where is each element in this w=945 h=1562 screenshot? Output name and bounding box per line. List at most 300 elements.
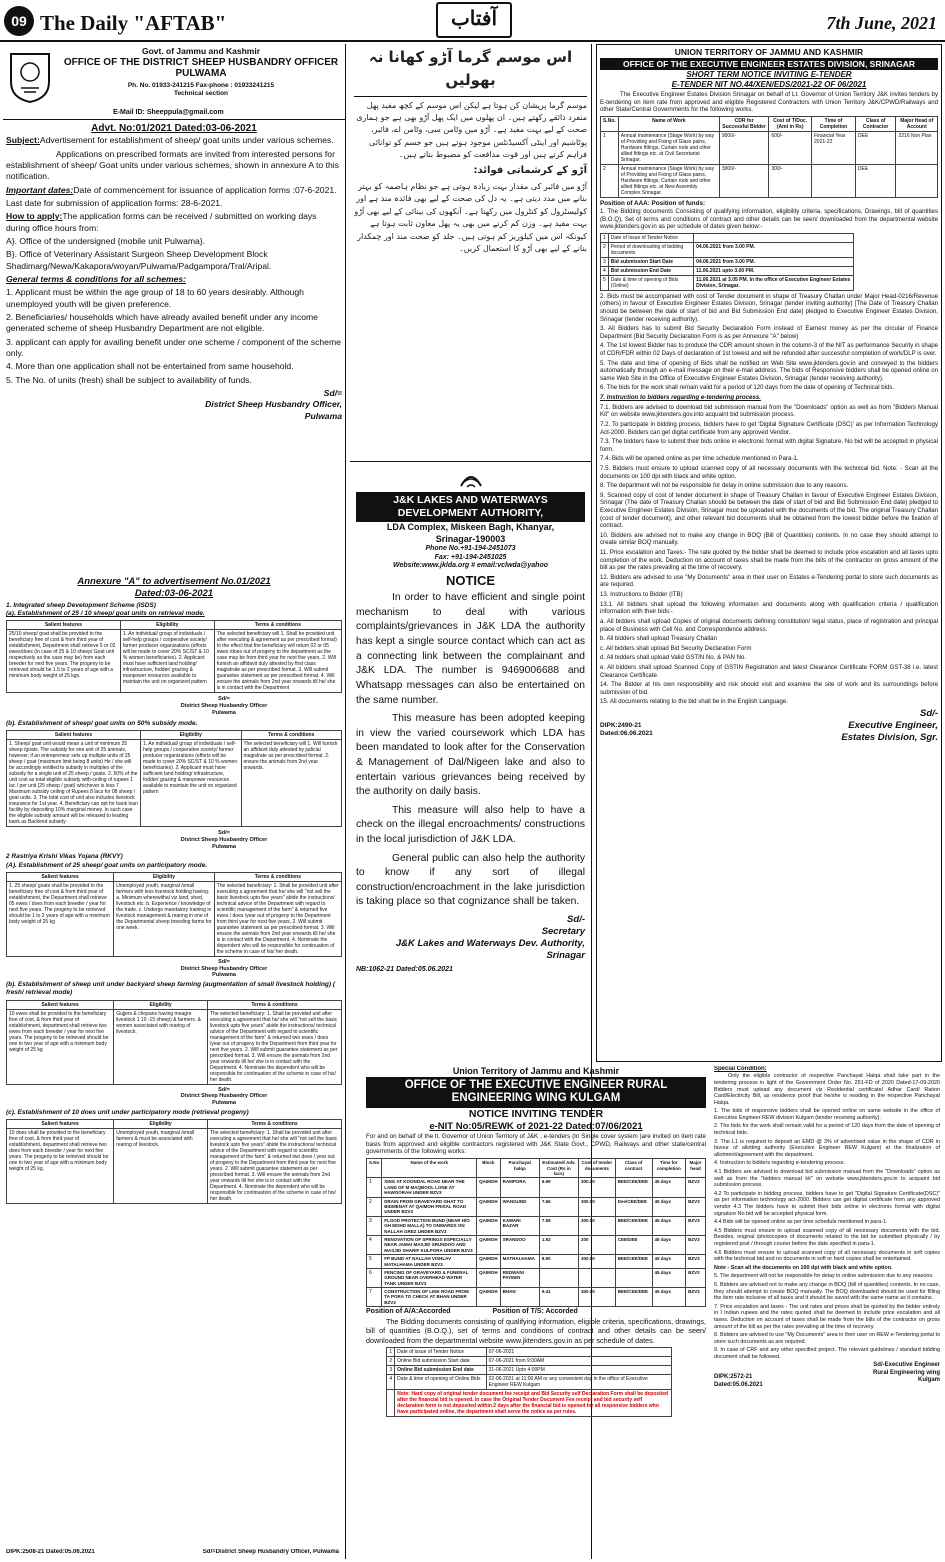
- table-cell: Period of downloading of bidding documents: [608, 242, 693, 257]
- table-cell: 300.00: [579, 1255, 616, 1269]
- clause-item: b. All bidders shall upload Treasury Challan: [600, 635, 717, 643]
- clause-item: d. All bidders shall upload Valid GSTIN No. & PAN No.: [600, 654, 747, 662]
- table-cell: 1.92: [539, 1235, 578, 1254]
- scheme-1b-heading: (b). Establishment of sheep/ goat units on 50% subsidy mode.: [6, 719, 198, 727]
- sign-sd: Sd/=: [218, 958, 230, 965]
- table-cell: Unemployed youth, marginal /small farmers & must be associated with rearing of livestock.: [114, 1129, 208, 1204]
- estates-clauses: [600, 293, 938, 706]
- rural-office: OFFICE OF THE EXECUTIVE ENGINEER RURAL ENGINEERING WING KULGAM: [366, 1077, 706, 1107]
- rural-engineering-tender: [364, 1066, 708, 1559]
- special-item: 5. The department will not be responsible for delay in online submission due to any reasons.: [714, 1273, 934, 1280]
- table-cell: 45 days: [652, 1235, 686, 1254]
- table-cell: 2: [601, 242, 609, 257]
- intro-paragraph: Applications on prescribed formats are invited from interested persons for establishment of sheep/ Goat units under various schemes, shown in annexure A to this notification.: [6, 148, 339, 182]
- table-cell: Unemployed youth, marginal /small farmers with less livestock holding having: a. Minimum wherewithal viz land, shed, livestock etc. b. Experience / knowledge of the trade. c. Undergo mandatory training in livestock management & rearing in one of the Departmental sheep breeding farms for one week.: [114, 881, 215, 956]
- table-cell: QAIMOH: [477, 1216, 501, 1235]
- terms-list: [6, 287, 342, 386]
- clause-item: 15. All documents relating to the bid shall be in the English Language.: [600, 698, 789, 706]
- table-cell: 4: [387, 1375, 395, 1390]
- col-header: Major Head of Account: [896, 117, 938, 132]
- estates-short: SHORT TERM NOTICE INVITING E-TENDER: [686, 70, 852, 80]
- special-item: 4.6 Bidders must ensure to upload scanned copy of all necessary documents in soft copies with the technical bid and no documents in soft or hard copies shall be entertained.: [714, 1249, 940, 1263]
- table-cell: REDWANI PAYEEN: [500, 1268, 539, 1287]
- clause-item: c. All bidders shall upload Bid Security Declaration Form: [600, 644, 752, 652]
- table-cell: DEE: [855, 132, 896, 165]
- table-cell: Bid submission Start Date: [608, 257, 693, 266]
- col-header: Time for completion: [652, 1159, 686, 1178]
- table-cell: 45 days: [652, 1178, 686, 1197]
- table-cell: 9.41: [539, 1288, 578, 1307]
- apply-text: The application forms can be received / submitted on working days during office hours from:: [6, 211, 317, 233]
- lda-paragraph-3: This measure will also help to have a check on the illegal encroachments/ constructions in the local jurisdiction of J&K LDA.: [356, 804, 585, 845]
- table-cell: 11.06.2021 upto 3.00 PM.: [694, 266, 853, 275]
- table-cell: BZV3: [686, 1268, 706, 1287]
- col-header: Name of Work: [618, 117, 719, 132]
- estates-nit: E-TENDER NIT NO.44/XEN/EDS/2021-22 OF 06/2021: [671, 80, 867, 90]
- signature-place: Pulwama: [304, 410, 342, 421]
- col-header: Salient features: [7, 1120, 114, 1129]
- term-item: 3. applicant can apply for availing benefit under one scheme / component of the scheme only.: [6, 336, 341, 359]
- table-cell: Financial Year 2021-22: [812, 132, 856, 165]
- special-item: 2. The bids for the work shall remain valid for a period of 120 days from the date of opening of technical bids.: [714, 1123, 940, 1137]
- dipk-number: DIPK:2508-21 Dated:05.06.2021: [6, 1549, 95, 1555]
- table-cell: 3: [387, 1366, 395, 1375]
- col-header: Time of Completion: [812, 117, 856, 132]
- annexure-date: Dated:03-06-2021: [134, 587, 214, 599]
- table-cell: [615, 1268, 652, 1287]
- table-cell: 2: [601, 165, 619, 198]
- table-cell: Online Bid submission End date: [395, 1366, 486, 1375]
- sign-title: District Sheep Husbandry Officer: [180, 1093, 268, 1100]
- issue-date: 7th June, 2021: [826, 13, 937, 33]
- clause-item: 14. The Bidder at his own responsibility and risk should visit and examine the site of work and its surroundings before submission of bid.: [600, 681, 938, 696]
- table-row: [367, 1255, 706, 1269]
- table-cell: BZV3: [686, 1178, 706, 1197]
- table-cell: 1: [387, 1348, 395, 1357]
- table-cell: QAIMOH: [477, 1288, 501, 1307]
- table-row: [367, 1268, 706, 1287]
- subject-text: Advertisement for establishment of sheep/ goat units under various schemes.: [39, 135, 334, 146]
- special-item: 4.2 To participate in bidding process, bidders have to get "Digital Signature Certificate(DSC)" as per information technology act-2000. Bidders can get digital certificate from any approved vendor 4.3 The bidders have to submit their bids online in electronic format with digital signature No bid will be accepted physical form.: [714, 1190, 940, 1217]
- table-cell: [896, 165, 938, 198]
- scheme-2a-table: [6, 872, 342, 957]
- table-row: [601, 266, 854, 275]
- sign-sd: Sd/=: [218, 696, 230, 702]
- col-header: Eligibility: [114, 1000, 208, 1009]
- clause-item: 4. The 1st lowest Bidder has to produce the CDR amount shown in the column-3 of the NIT as performance Security in shape of CDR/FDR within 02 Days of declaration of 1st lowest and will be refunded after successful completion of work/DLP is over.: [600, 342, 938, 358]
- sign-place: Pulwama: [212, 972, 236, 979]
- rural-ut: Union Territory of Jammu and Kashmir: [452, 1066, 620, 1076]
- table-cell: CONSTRUCTION OF LINK ROAD FROM TA PORA TO CHECK AT BHAN UNDER BZV3: [382, 1288, 477, 1307]
- estates-clause-1: 1. The Bidding documents Consisting of qualifying information, eligibility criteria, specifications, Drawings, bill of quantities (B.O.Q), Set of terms and conditions of contract and other details can be seen/ downloaded from the departmental website www.jktenders.gov.in as per schedule of dates given below:-: [600, 207, 938, 231]
- table-cell: Online Bid submission Start date: [395, 1357, 486, 1366]
- table-cell: 45 days: [652, 1255, 686, 1269]
- table-cell: Date of Issue of Tender Notice: [608, 233, 693, 242]
- table-cell: 1: [601, 132, 619, 165]
- table-cell: 45 days: [652, 1268, 686, 1287]
- table-cell: [579, 1268, 616, 1287]
- table-cell: 5: [601, 275, 609, 290]
- table-row: [601, 165, 938, 198]
- table-cell: 300.00: [579, 1178, 616, 1197]
- table-cell: 10 does shall be provided to the beneficiary free of cost, & from third year of establishment, department shall retrieve two does from each breeder / year for next five years. The progeny to be retrieved should be one to two year of age with a minimum body weight of 25 kg.: [7, 1129, 114, 1204]
- table-cell: 3: [367, 1216, 382, 1235]
- scheme-2c-heading: (c). Establishment of 10 does unit under participatory mode (retrieval progeny): [6, 1109, 249, 1117]
- rural-notice: NOTICE INVITING TENDER: [468, 1107, 604, 1120]
- sheep-main-text: [3, 122, 345, 574]
- clause-item: 9. Scanned copy of cost of tender document in shape of Treasury Challan in favour of Executive Engineer Estates Division, Srinagar (The date of Treasury Challan should be between the date of start of bid and Bid Submission End date) pledged to Executive Engineer Estates Division, Srinagar must be uploaded with the documents of the bid. The original Treasury Challan (cost of tender document), and other relevant bid documents shall be obtained from the lowest bidder before the fixation of contract.: [600, 491, 938, 530]
- table-cell: The selected beneficiary: 1. Shall be provided unit after executing a agreement that he/ she will "not sell the basic livestock upto five years" abide the instructions/ technical advice of the Department with regard to scientific management of the farm" & returned two ewes / does /year out of progeny to the Department from third year for next five years. 2. Will submit guarantee statement as per prescribed format. 3. Will ensure the animals from 2nd year onwards till he/ she is in contact with the Department. 4. Nominate the dependent who will be responsible for continuation of the scheme in case of his/ her death.: [207, 1009, 341, 1084]
- newspaper-name: The Daily "AFTAB": [40, 11, 227, 35]
- table-cell: The selected beneficiary: 1. Shall be provided unit after executing a agreement that he/ she will "not sell the basic livestock upto five years" abide the instructions/ technical advice of the Department with regard to scientific management of the farm" & returned two does / year out of progeny to the Department from third year for next five years. 2. Will submit guarantee statement as per prescribed format. 3. Will ensure the animals from 2nd year onwards till he/ she is in contact with the Department. 4. Nominate the dependent who will be responsible for continuation of the scheme in case of his/ her death.: [207, 1129, 341, 1204]
- special-item: 1. The bids of responsive bidders shall be opened online on same website in the office of Executive Engineer REW division Kulgam (tender receiving authority).: [714, 1108, 940, 1121]
- rural-nit: e-NIT No:05/REWK of 2021-22 Dated:07/06/2021: [429, 1120, 643, 1132]
- clause-item: 7.4. Bids will be opened online as per time schedule mentioned in Para-1.: [600, 455, 799, 463]
- table-cell: 45 days: [652, 1288, 686, 1307]
- table-row: [601, 242, 854, 257]
- table-cell: BZV3: [686, 1255, 706, 1269]
- table-cell: MATHALHAMA: [500, 1255, 539, 1269]
- table-cell: 300.00: [579, 1197, 616, 1216]
- col-header: Terms & conditions: [241, 730, 342, 739]
- table-cell: QAIMOH: [477, 1255, 501, 1269]
- table-cell: SRANDOO: [500, 1235, 539, 1254]
- clause-item: 5. The date and time of opening of Bids shall be notified on Web Site www.jktenders.gov.in and conveyed to the bidders automatically through an e-mail message on their e-mail address. The bids of Responsive bidders shall be opened online on same Web Site in the Office of Executive Engineer Estates Division, Srinagar (tender receiving authority).: [600, 359, 938, 382]
- scheme-2-heading: 2 Rastriya Krishi Vikas Yojana (RKVY): [6, 853, 123, 861]
- special-title: Special Condition:: [714, 1066, 767, 1072]
- table-cell: 07-06-2021 from 9:00AM: [486, 1357, 671, 1366]
- terms-heading: General terms & conditions for all schemes:: [6, 273, 187, 284]
- table-cell: BEE/CEE/DEE: [615, 1216, 652, 1235]
- special-dipk: DIPK:2572-21: [714, 1374, 753, 1381]
- special-item: 8. Bidders are advised to use "My Documents" area in their user on REW e-Tendering portal to store such documents as are required.: [714, 1332, 940, 1345]
- sign-title: District Sheep Husbandry Officer: [180, 702, 268, 709]
- scheme-1a-heading: (a). Establishment of 25 / 10 sheep/ goat units on retrieval mode.: [6, 609, 205, 617]
- special-sign-2: Rural Engineering wing: [872, 1369, 940, 1376]
- table-row: [387, 1348, 672, 1357]
- lda-website: Website:www.jklda.org # email:vclwda@yahoo: [392, 562, 549, 570]
- estates-intro: The Executive Engineer Estates Division Srinagar on behalf of Lt. Governor of Union Territory J&K invites tenders by E-tendering on item rate from approved and eligible Registered Contractors with Union Territory J&K/CPWD/Railways and other State/Central Governments for the following works.: [600, 91, 938, 114]
- col-header: CDR for Successful Bidder: [719, 117, 768, 132]
- lda-sd: Sd/-: [567, 914, 585, 926]
- table-cell: [539, 1268, 578, 1287]
- clause-item: a. All bidders shall upload Copies of original documents defining constitution/ legal status, place of registration and principal place of Business with Cell No. and Correspondence address.: [600, 617, 938, 633]
- lda-paragraph-2: This measure has been adopted keeping in view the varied coursework which LDA has been mandated to look after for the Conservation & Management of Dal/Nigeen lake and also to entertain various grievances being received by the authority on daily basis.: [356, 713, 585, 798]
- estates-works-table: [600, 116, 938, 198]
- estates-schedule-table: [600, 233, 854, 291]
- table-cell: QAIMOH: [477, 1197, 501, 1216]
- table-row: [367, 1288, 706, 1307]
- scheme-2c-table: [6, 1119, 342, 1204]
- table-row: [387, 1357, 672, 1366]
- term-item: 1. Applicant must be within the age group of 18 to 60 years desirably. Although unemployed youth will be given preference.: [6, 287, 304, 309]
- table-cell: BZV3: [686, 1216, 706, 1235]
- table-cell: 3000/-: [719, 165, 768, 198]
- table-cell: 1. Sheep/ goat unit would mean a unit of minimum 25 sheep /goats. The subsidy for one unit of 25 animals, however, if an entrepreneur sets up multiple units of 25 sheep / goat (maximum limit being 8 units) He / she will be accordingly entitled to subsidy in multiples of the subsidy for a single unit of 25 sheep / goats. 2. 50% of the unit cost as total eligible subsidy with-ceiling of rupees 1 lac / per unit (25 sheep / goat) whichever is less 7 Maximum subsidy ceiling of Rupees 8 lacs for 08 sheep / goat units. 3. The total cost of unit also includes livestock insurance for 1st year. 4. Beneficiary can opt for bank loan facility by depositing 10% marginal money. In such case the eligible subsidy amount will be released to leading bank as Backend subsidy: [7, 739, 141, 826]
- special-item: 3. The L1 is required to deposit an EMD @ 3% of advertised value in the shape of CDR in favour of allotting authority (Executive Engineer REW Kulgam) at the finalization of allotment/agreement with the department.: [714, 1138, 940, 1158]
- scheme-2a-heading: (A). Establishment of 25 sheep/ goat units on participatory mode.: [6, 861, 208, 869]
- lda-address-2: Srinagar-190003: [435, 533, 506, 544]
- phone-line: Ph. No. 01933-241215 Fax-phone : 01933241215: [127, 81, 275, 89]
- email-line: E-Mail ID: Sheeppula@gmail.com: [113, 109, 224, 117]
- special-item: 4.4 Bids will be opened online as per time schedule mentioned in para-1.: [714, 1219, 888, 1226]
- rural-note: Note: Hard copy of original tender document fee receipt and Bid Security self Declaration Form shall be deposited after the financial bid is opened. In case the Original Tender Document Fee receipt and bid security self declaration form is not deposited within 2 days after the financial bid is opened for all responsive bidders who have participated online, the department shall serve the notice as per rules.: [395, 1390, 672, 1417]
- lda-sign-3: Srinagar: [546, 949, 585, 961]
- table-cell: Date & time of opening of Bids (Online): [608, 275, 693, 290]
- estates-aaa: Position of AAA: Position of funds:: [600, 200, 706, 208]
- table-cell: QAIMOH: [477, 1235, 501, 1254]
- sign-title: District Sheep Husbandry Officer: [180, 965, 268, 972]
- lda-title: J&K LAKES AND WATERWAYS DEVELOPMENT AUTHORITY,: [356, 492, 585, 522]
- sign-place: Pulwama: [212, 709, 236, 716]
- special-conditions: [712, 1066, 942, 1559]
- signature-sd: Sd/=: [323, 388, 342, 399]
- clause-item: 7.5. Bidders must ensure to upload scanned copy of all necessary documents with the technical bid. Note: - Scan all the documents on 100 dpi with black and white option.: [600, 464, 938, 480]
- estates-sign-2: Estates Division, Sgr.: [841, 731, 938, 743]
- office-title: OFFICE OF THE DISTRICT SHEEP HUSBANDRY OFFICER PULWAMA: [63, 56, 339, 80]
- table-cell: The selected beneficiary will 1. Will furnish an affidavit duly attested by judicial magistrate as per prescribed format. 2. ensure the animals from 2nd year onwards.: [241, 739, 342, 826]
- col-header: Cost of tender documents: [579, 1159, 616, 1178]
- scheme-2b-table: [6, 1000, 342, 1085]
- lda-sign-2: J&K Lakes and Waterways Dev. Authority,: [395, 937, 585, 949]
- table-cell: 11.06.2021 at 3.05 PM. In the office of Executive Engineer Estates Division, Srinagar.: [694, 275, 853, 290]
- table-cell: 04.06.2021 from 3.00 PM.: [694, 257, 853, 266]
- table-cell: 07-06-2021: [486, 1348, 671, 1357]
- clause-item: 2. Bids must be accompanied with cost of Tender document in shape of Treasury Challan under Major Head-0216/Revenue (others) in favour of Executive Engineer Estates Division, Srinagar (tender inviting authority) [The Date of Treasury Challan should be between the date of start of bid and Bid Submission End date] pledged to Executive Engineer Estates Division, Srinagar (tender receiving authority).: [600, 292, 938, 323]
- special-item: Only the eligible contractor of respective Panchayat Halqa shall take part in the tendering process in light of the Government Order No. 251-FD of 2020 Dated-17-09-2020 Bidders must upload any document viz Residential certificate/ Adhar Card/ Ration Card/Electricity Bill, as residence proof that he/she is residing in the respective Panchayat Halqa.: [714, 1073, 940, 1106]
- table-cell: 2: [367, 1197, 382, 1216]
- table-row: [367, 1216, 706, 1235]
- office-a: A}. Office of the undersigned {mobile unit Pulwama}.: [6, 235, 206, 246]
- table-cell: QAIMOH: [477, 1178, 501, 1197]
- table-cell: 4: [367, 1235, 382, 1254]
- lda-address-1: LDA Complex, Miskeen Bagh, Khanyar,: [386, 522, 555, 533]
- rural-schedule-table: [386, 1347, 672, 1417]
- dates-label: Important dates:: [6, 184, 74, 195]
- clause-item: 8. The department will not be responsible for delay in online submission due to any reasons.: [600, 482, 849, 490]
- estates-ut: UNION TERRITORY OF JAMMU AND KASHMIR: [674, 47, 864, 57]
- table-cell: 6.99: [539, 1178, 578, 1197]
- urdu-headline: اس موسم گرما آڑو کھانا نہ بھولیں: [354, 46, 587, 97]
- col-header: Salient features: [7, 872, 114, 881]
- table-cell: DEE: [855, 165, 896, 198]
- urdu-body: موسم گرما پریشان کن ہوتا ہے لیکن اس موسم کے کچھ مفید پھل منفرد ذائقے رکھتے ہیں۔ ان پھلوں میں ایک پھل آڑو بھی ہے جو ہماری صحت کے لیے بہت مفید ہے۔ آڑو میں وٹامن سی، وٹامن اے، فائبر، پوٹاشیم اور اینٹی آکسیڈنٹس موجود ہوتے ہیں جو جسم کو توانائی فراہم کرتے ہیں اور قوت مدافعت کو مضبوط بناتے ہیں۔: [356, 100, 587, 160]
- table-cell: 1. An individual/ group of individuals / self-help groups / cooperative society/ farmer producer organizations (efforts will be made to cover 20% SC/ST & 10 % women beneficiaries). 2. Applicant must have sufficient land holding/ infrastructure, fodder/ grazing & manpower resources available to maintain the unit on organized pattern: [120, 630, 214, 693]
- table-cell: BHAN: [500, 1288, 539, 1307]
- col-header: Class of contract: [615, 1159, 652, 1178]
- page-number: 09: [4, 6, 34, 36]
- table-cell: 9000/-: [719, 132, 768, 165]
- rural-works-table: [366, 1158, 706, 1307]
- urdu-body-2: آڑو میں فائبر کی مقدار بہت زیادہ ہوتی ہے جو نظام ہاضمہ کو بہتر بنانے میں مدد دیتی ہے۔ یہ دل کی صحت کے لیے بھی فائدہ مند ہے اور کولیسٹرول کو کنٹرول میں رکھتا ہے۔ آنکھوں کی بینائی کے لیے بھی آڑو بہت مفید ہے۔ وزن کم کرنے میں بھی یہ پھل معاون ثابت ہوتا ہے کیونکہ اس میں کیلوریز کم ہوتی ہیں۔ جلد کو صحت مند اور چمکدار بنانے کے لیے بھی آڑو کا استعمال کریں۔: [354, 181, 587, 253]
- urdu-subhead: آڑو کے کرشماتی فوائد:: [473, 165, 587, 177]
- table-cell: 21-06-2021 Upto 4:00PM: [486, 1366, 671, 1375]
- term-item: 5. The No. of units (fresh) shall be subject to availability of funds.: [6, 374, 252, 385]
- table-cell: RAMPORA: [500, 1178, 539, 1197]
- subject-label: Subject:: [6, 135, 40, 146]
- table-cell: [694, 233, 853, 242]
- table-cell: 10 ewes shall be provided to the beneficiary free of cost, & from third year of establishment, department shall retrieve two ewes from each breeder / year for next five years. The progeny to be retrieved should be one to two year of age with a minimum body weight of 25 kg: [7, 1009, 114, 1084]
- sign-sd: Sd/=: [218, 1086, 230, 1093]
- table-cell: BZV3: [686, 1197, 706, 1216]
- sheep-footer: [3, 1549, 345, 1559]
- col-header: Eligibility: [141, 730, 242, 739]
- sign-title: District Sheep Husbandry Officer: [180, 836, 268, 843]
- last-date: Last date for submission of application forms: 28-6-2021.: [6, 197, 223, 208]
- table-cell: Dee/CEE/DEE: [615, 1197, 652, 1216]
- table-cell: 6: [367, 1268, 382, 1287]
- sign-place: Pulwama: [212, 843, 236, 850]
- table-cell: BZV3: [686, 1288, 706, 1307]
- lda-paragraph-4: General public can also help the authority to know if any sort of illegal construction/encroachment in the lake jurisdiction is taking place so that cognizance shall be taken.: [356, 852, 585, 908]
- col-header: Major head: [686, 1159, 706, 1178]
- col-header: Eligibility: [114, 1120, 208, 1129]
- table-cell: BZV3: [686, 1235, 706, 1254]
- col-header: Terms & conditions: [207, 1000, 341, 1009]
- clause-item: e. All bidders shall upload Scanned Copy of GSTIN Registration and latest Clearance Certificate FORM GST-38 i.e. latest Clearance Certificate.: [600, 663, 938, 679]
- table-cell: BEE/CEE/DEE: [615, 1255, 652, 1269]
- special-dipk-date: Dated:05.06.2021: [714, 1382, 763, 1389]
- table-row: [387, 1366, 672, 1375]
- clause-item: 7.1. Bidders are advised to download bid submission manual from the "Downloads" option as well as from "Bidders Manual Kit" on website www.jktenders.gov.into acquaint bid submission process.: [600, 403, 938, 419]
- lda-logo-icon: [459, 468, 483, 490]
- scheme-1-heading: 1. Integrated sheep Development Scheme (ISDS): [6, 601, 156, 609]
- table-cell: 8.90: [539, 1255, 578, 1269]
- lda-paragraph-1: In order to have efficient and single point mechanism to deal with various complaints/grievances in J&K LDA the authority has kept a single source contact which can act as a connecting link between the complainant and J&K LDA. The number is 9469006688 and Whatsapp messages can also be entertained on the same number.: [356, 592, 585, 706]
- term-item: 2. Beneficiaries/ households which have already availed benefit under any income generated scheme of sheep Husbandry Department are not eligible.: [6, 312, 318, 334]
- estates-sign-1: Executive Engineer,: [848, 719, 938, 731]
- col-header: Block: [477, 1159, 501, 1178]
- rural-intro: For and on behalf of the lt. Governor of Union Territory of J&K , e-tenders (In Single cover system )are invited on item rate basis from approved and eligible contractors registered with J&K State Govt., CPWD, Railways and other state/central governments of the following works:: [366, 1132, 706, 1156]
- urdu-article: [350, 44, 591, 462]
- masthead-logo: آفتاب: [436, 2, 512, 38]
- page-header: [0, 0, 945, 42]
- col-header: S.No: [367, 1159, 382, 1178]
- clause-item: 12. Bidders are advised to use "My Documents" area in their user on Estates e-Tendering portal to store such documents as are required.: [600, 573, 938, 589]
- table-row: [387, 1390, 672, 1417]
- table-row: [601, 275, 854, 290]
- apply-label: How to apply:: [6, 211, 63, 222]
- term-item: 4. More than one application shall not be entertained from same household.: [6, 361, 294, 372]
- table-cell: FENCING OF GRAVEYARD & FUNERAL GROUND NEAR OVERHEAD WATER TANK UNDER BZV3: [382, 1268, 477, 1287]
- table-cell: 22-06-2021 at 11:00 AM or any convenient day in the office of Executive Engineer REW Kulgam: [486, 1375, 671, 1390]
- col-header: Name of the work: [382, 1159, 477, 1178]
- table-cell: 1. An individual/ group of individuals / self-help groups / cooperative society/ farmer producer organizations (efforts will be made to cover 20% SC/ST & 10 % women beneficiaries). 2. Applicant must have sufficient land holding/ infrastructure, fodder/ grazing & manpower resources available to maintain the unit on organized pattern: [141, 739, 242, 826]
- col-header: Salient features: [7, 730, 141, 739]
- lda-fax: Fax: +91-194-2451025: [434, 553, 507, 561]
- clause-item: 7.3. The bidders have to submit their bids online in electronic format with digital Signature. No bid will be accepted in physical form.: [600, 438, 938, 453]
- special-item: 7. Price escalation and taxes - The unit rates and prices shall be quoted by the bidder entirely in I Indian rupees and the rates quoted shall be deemed to include price escalation and all taxes. Deduction on account of taxes shall be made from the bills of the contractor on gross amount of the bill as per the rates prevailing at the time of recovery.: [714, 1303, 940, 1330]
- clause-item: 13.1. All bidders shall upload the following information and documents along with qualification criteria / qualification information with their bids:-: [600, 600, 938, 616]
- col-header: Salient features: [7, 1000, 114, 1009]
- office-b: B}. Office of Veterinary Assistant Surgeon Sheep Development Block Shadimarg/Newa/Kakapora/woyan/Pulwama/Padgampora/Tral/Aripal.: [6, 249, 272, 271]
- table-cell: Gujjers & chopans having meagre livestock 1 10 -15 sheep) & farmers. & women associated with rearing of livestock.: [114, 1009, 208, 1084]
- annexure-title: Annexure "A" to advertisement No.01/2021: [77, 576, 271, 587]
- table-cell: Date of issue of Tender Notice: [395, 1348, 486, 1357]
- table-cell: Annual maintenance (Stage Work) by way of Providing and Fixing of Glass pains, Hardware fittings, Curtain rods and other allied fittings etc. at Civil Secretariat Srinagar.: [618, 132, 719, 165]
- table-row: [601, 233, 854, 242]
- table-cell: 45 days: [652, 1216, 686, 1235]
- estates-tender-notice: [596, 44, 942, 1062]
- table-row: [367, 1235, 706, 1254]
- table-cell: Date & time of opening of Online Bids: [395, 1375, 486, 1390]
- table-cell: XING AT KOONDAL ROAD NEAR THE LAND OF M MAQBOOL LONE AT HAWOORAH UNDER BZV3: [382, 1178, 477, 1197]
- table-cell: WANGUND: [500, 1197, 539, 1216]
- table-row: [367, 1197, 706, 1216]
- table-cell: 45 days: [652, 1197, 686, 1216]
- lda-footer: NB:1062-21 Dated:05.06.2021: [356, 965, 453, 973]
- table-cell: 300.00: [579, 1288, 616, 1307]
- sheep-husbandry-advertisement: [3, 44, 346, 1559]
- clause-item: 7.2. To participate in bidding process, bidders have to get 'Digital Signature Certificate (DSC)' as per Information Technology Act-2000. Bidders can get digital certificate from any approved Vendor.: [600, 420, 938, 436]
- col-header: Estimated/ Adv. Cost (Rs in lacs): [539, 1159, 578, 1178]
- estates-sd: Sd/-: [920, 708, 938, 720]
- col-header: Terms & conditions: [214, 621, 341, 630]
- table-cell: 300.00: [579, 1216, 616, 1235]
- table-cell: 1. 25 sheep/ goats shall be provided to the beneficiary free of cost & from third year of establishment, the Department shall retrieve 05 ewes / does from each breeder / year for next five years. The progeny to be retrieved should be 1 to 2 years of age with a minimum body weight of 25 kg: [7, 881, 114, 956]
- table-cell: Annual maintenance (Stage Work) by way of Providing and Fixing of Glass pains, Hardware fittings, Curtain rods and other allied fittings etc. at New Assembly Complex Srinagar.: [618, 165, 719, 198]
- rural-paragraph: The Bidding documents consisting of qualifying information, eligible criteria, specifications, drawings, bill of quantities (B.O.Q.), set of terms and conditions of contract and other details can be seen/ downloaded from the departmental website www.jktenders.gov.in as per schedule of dates.: [366, 1317, 706, 1345]
- clause-item: 10. Bidders are advised not to make any change in BOQ (Bill of Quantities) contents. In no case they should attempt to create similar BOQ manually.: [600, 531, 938, 547]
- signature-title: District Sheep Husbandry Officer,: [205, 399, 342, 410]
- col-header: Eligibility: [114, 872, 215, 881]
- clause-item: 13. Instructions to Bidder (ITB): [600, 591, 683, 599]
- emblem-icon: [7, 48, 53, 104]
- govt-line: Govt. of Jammu and Kashmir: [141, 46, 261, 56]
- table-cell: The selected beneficiary will 1. Shall be provided unit after executing & agreement as per prescribed format) to the effect that the beneficiary will return 02 or 05 ewes /does out of progeny to the department as the case may be from third year for next five years. 2. Will furnish an affidavit duly attested by first class magistrate as per prescribed format. 3. Will submit guarantee statement as per prescribed format. 4. Will ensure the animals from 2nd year onwards till he/ she is in contact with the Department: [214, 630, 341, 693]
- table-cell: The selected beneficiary: 1. Shall be provided unit after executing a agreement that he/ she will "not sell the basic livestock upto five years" abide the instructions/ technical advice of the Department with regard to scientific management of the farm" & returned five ewes / does /year out of progeny to the Department from third year for next five years. 2. Will submit guarantee statement as per prescribed format. 3. Will ensure the animals from 2nd year onwards till he/ she is in contact with the Department. 4. Nominate the dependent who will be responsible for continuation of the scheme in case of his/ her death.: [214, 881, 341, 956]
- table-cell: 7: [367, 1288, 382, 1307]
- special-sd: Sd/-Executive Engineer: [873, 1362, 940, 1369]
- table-row: [367, 1178, 706, 1197]
- estates-dipk-date: Dated:06.06.2021: [600, 729, 653, 737]
- table-cell: 4: [601, 266, 609, 275]
- table-cell: FLOOD PROTECTION BUND (NEAR H/O GH MOHD MALLA) TO ONWARDS ON NALLAH GREZ UNDER BZV3: [382, 1216, 477, 1235]
- clause-item: 3. All Bidders has to submit Bid Security Declaration Form instead of Earnest money as per the circular of Finance Department (Bid Security Declaration Form is as per Annexure "A" below): [600, 325, 938, 340]
- special-sign-3: Kulgam: [917, 1377, 940, 1384]
- table-cell: KAWARI BAZAR: [500, 1216, 539, 1235]
- sign-place: Pulwama: [212, 1100, 236, 1107]
- special-item: Note - Scan all the documents on 100 dpi with black and white option.: [714, 1264, 893, 1271]
- lda-phone: Phone No.+91-194-2451073: [425, 544, 516, 552]
- col-header: Cost of T/Doc. (Amt in Rs): [769, 117, 812, 132]
- table-cell: 200: [579, 1235, 616, 1254]
- table-cell: 7.58: [539, 1216, 578, 1235]
- table-cell: 04.06.2021 from 3.00 PM.: [694, 242, 853, 257]
- table-cell: Bid submission End Date: [608, 266, 693, 275]
- special-item: 4.1 Bidders are advised to download bid submission manual from the "Downloads" option as well as from the "bidders manual kit" on website www.jktenders.gov.in to acquaint bid submission process.: [714, 1169, 940, 1189]
- dates-text: Date of commencement for issuance of application forms :07-6-2021.: [73, 184, 337, 195]
- special-item: 6. Bidders are advised not to make any change in BOQ (bill of quantities) contents. In no case, they should attempt to create BOQ manually. The BOQ downloaded should be used for filling the item rate inclusive of all taxes and it should be saved with the same name as it contains.: [714, 1281, 940, 1302]
- special-item: 4. Instruction to bidders regarding e-tendering process.: [714, 1160, 845, 1167]
- col-header: Salient features: [7, 621, 121, 630]
- table-cell: 1: [601, 233, 609, 242]
- table-row: [387, 1375, 672, 1390]
- table-cell: RENOVATION OF SPRINGS ESPECIALLY NEAR JAMAI MASJID SRUNDOO AND MASJID SHARIF KULPORA UNDER BZV3: [382, 1235, 477, 1254]
- section-line: Technical section: [173, 89, 229, 97]
- special-item: 9. In case of CRF and any other specified project. The relevant guidelines / standard bidding document shall be followed.: [714, 1347, 940, 1360]
- scheme-1b-table: [6, 730, 342, 827]
- scheme-1a-table: [6, 620, 342, 693]
- table-cell: 2: [387, 1357, 395, 1366]
- table-cell: BEE/CEE/DEE: [615, 1288, 652, 1307]
- table-cell: 300/-: [769, 165, 812, 198]
- table-cell: 25/10 sheep/ goat shall be provided to the beneficiary free of cost & from third year of establishment, Department shall retrieve 5 or 02 ewes/does (in case of 25 & 10 sheep/ Goat unit respectively as the case may be) from each breeder for next five years. The progeny to be retrieved should be 1.5 to 2 years of age with a minimum body weight of 25 kgs.: [7, 630, 121, 693]
- table-cell: 2216 Non Plan: [896, 132, 938, 165]
- col-header: Panchayat halqa: [500, 1159, 539, 1178]
- table-cell: QAIMOH: [477, 1268, 501, 1287]
- clause-item: 11. Price escalation and Taxes:- The rate quoted by the bidder shall be deemed to include price escalation and all taxes upto completion of the work. Deduction on account of taxes shall be made from the bills of the contractor on gross amount of the bill as per the rates prevailing at the time of recovery.: [600, 549, 938, 572]
